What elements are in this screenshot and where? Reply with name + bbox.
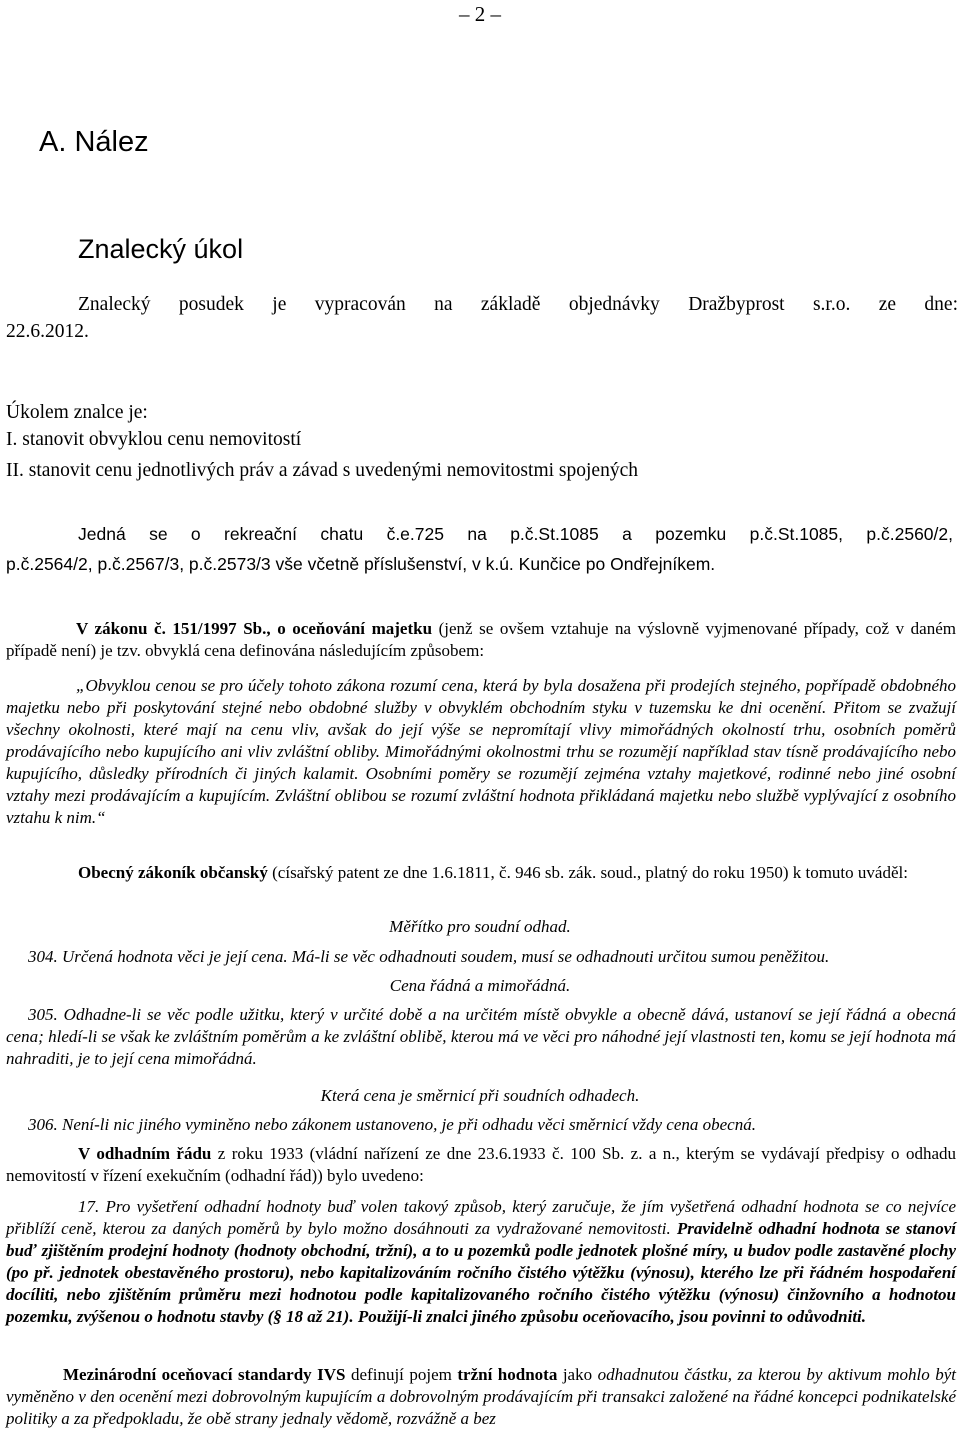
property-para-2: [6, 550, 916, 578]
heading-main: A. Nález: [39, 126, 149, 158]
law-text: (jenž se ovšem vztahuje na výslovně vyjmenované případy, což v daném případě není) je tzv.: [6, 619, 956, 660]
section-304: 304. Určená hodnota věci je její cena. Má-li se věc odhadnouti soudem, musí se odhadnouti určitou sumou peněžitou.: [28, 947, 830, 966]
tasks-item-1: I. stanovit obvyklou cenu nemovitostí: [6, 429, 302, 450]
property-line-1: Jedná se o rekreační chatu č.e.725 na p.č.St.1085 a pozemku p.č.St.1085, p.č.2560/2,: [78, 524, 953, 544]
law-name: V zákonu č. 151/1997 Sb.: [76, 619, 267, 638]
civil-paragraph: [6, 862, 956, 884]
civil-heading-2: Cena řádná a mimořádná.: [389, 976, 571, 995]
order-line-1: Znalecký posudek je vypracován na základě objednávky Dražbyprost s.r.o. ze dne:: [78, 294, 958, 315]
civil-heading-3: Která cena je směrnicí při soudních odhadech.: [320, 1086, 640, 1105]
ivs-text-1: definují pojem: [345, 1365, 458, 1384]
ivs-definition: odhadnutou částku, za kterou by aktivum mohlo být vyměněno v den ocenění mezi dobrovolným kupujícím a dobrovolným prodávajícím při transakci založené na řádné koncepci podnikatelské politiky a za předpokladu, že obě strany jednaly vědomě, rozvážně a bez: [6, 1365, 956, 1428]
ivs-paragraph: [6, 1364, 956, 1430]
ivs-name: Mezinárodní oceňovací standardy IVS: [63, 1365, 346, 1384]
page-number: – 2 –: [459, 2, 501, 26]
ivs-text-2: jako: [557, 1365, 598, 1384]
section-305: 305. Odhadne-li se věc podle užitku, který v určité době a na určitém místě obvykle a obecně dává, ustanoví se její řádná a obecná cena; hledí-li se však ke zvláštním poměrům a ke zvláštní oblibě, kterou má ve věci pro náhodné její vlastnosti ten, komu se její hodnota má nahraditi, je to její cena mimořádná.: [6, 1005, 956, 1068]
property-para-1: [78, 520, 953, 548]
quote-text: „Obvyklou cenou se pro účely tohoto zákona rozumí cena, která by byla dosažena při prodejích stejného, popřípadě obdobného majetku nebo při poskytování stejné nebo obdobné služby v obvyklém obchodním styku v tuzemsku ke dni ocenění. Přitom se zvažují všechny okolnosti, které mají na cenu vliv, avšak do její výše se nepromítají vlivy mimořádných okolností trhu, osobních poměrů prodávajícího nebo kupujícího ani vliv zvláštní obliby. Mimořádnými okolnostmi trhu se rozumějí například stav tísně prodávajícího nebo kupujícího, důsledky přírodních či jiných kalamit. Osobními poměry se rozumějí zejména vztahy majetkové, rodinné nebo jiné osobní vztahy mezi prodávajícím a kupujícím. Zvláštní oblibou se rozumí zvláštní hodnota přikládaná majetku nebo službě vyplývající z osobního vztahu k nim.“: [6, 676, 956, 827]
quote-paragraph: [6, 675, 956, 829]
law-title: , o oceňování majetku: [266, 619, 433, 638]
order-paragraph: [78, 291, 958, 318]
law-paragraph: [6, 618, 956, 662]
section-17: [6, 1196, 956, 1328]
order-1933-paragraph: [6, 1143, 956, 1187]
civil-code-name: Obecný zákoník občanský: [78, 863, 268, 882]
section-17-text: 17. Pro vyšetření odhadní hodnoty buď volen takový způsob, který zaručuje, že jím vyšetřená odhadní hodnota se co nejvíce přiblíží ceně, kterou za daných poměrů by bylo možno dosáhnouti za vydražované nemovitosti.: [6, 1197, 956, 1238]
order-1933-name: V odhadním řádu: [78, 1144, 212, 1163]
heading-task: Znalecký úkol: [78, 234, 244, 264]
law-text-2: obvyklá cena definována následujícím způsobem:: [140, 641, 485, 660]
tasks-title: Úkolem znalce je:: [6, 402, 148, 423]
section-17-bold: Pravidelně odhadní hodnota se stanoví buď zjištěním prodejní hodnoty (hodnoty obchodní, tržní), a to u pozemků podle jednotek plošné míry, u budov podle zastavěné plochy (po př. jednotek obestavěného prostoru), nebo kapitalizováním ročního čistého výtěžku (výnosu), kterého lze při řádném hospodaření docíliti, nebo zjištěním průměru mezi hodnotou podle kapitalizovaného ročního čistého výtěžku (výnosu) činžovního a hodnotou pozemku, zvýšenou o hodnotu stavby (§ 18 až 21). Použijí-li znalci jiného způsobu oceňovacího, jsou povinni to odůvodniti.: [6, 1219, 956, 1326]
property-line-2: p.č.2564/2, p.č.2567/3, p.č.2573/3 vše včetně příslušenství, v k.ú. Kunčice po Ondřejníkem.: [6, 554, 716, 574]
order-line-2-wrap: [6, 318, 906, 345]
civil-code-text: (císařský patent ze dne 1.6.1811, č. 946 sb. zák. soud., platný do roku 1950) k tomuto uváděl:: [267, 863, 908, 882]
order-1933-text: z roku 1933 (vládní nařízení ze dne 23.6.1933 č. 100 Sb. z. a n., kterým se vydávají předpisy o odhadu nemovitostí v řízení exekučním (odhadní řád)) bylo uvedeno:: [6, 1144, 956, 1185]
tasks-item-2: II. stanovit cenu jednotlivých práv a závad s uvedenými nemovitostmi spojených: [6, 460, 638, 481]
order-line-2: 22.6.2012.: [6, 321, 89, 342]
civil-heading-1: Měřítko pro soudní odhad.: [389, 917, 571, 936]
section-306: 306. Není-li nic jiného vyminěno nebo zákonem ustanoveno, je při odhadu věci směrnicí vždy cena obecná.: [28, 1115, 756, 1134]
tasks-block: [6, 399, 946, 484]
ivs-term: tržní hodnota: [457, 1365, 558, 1384]
